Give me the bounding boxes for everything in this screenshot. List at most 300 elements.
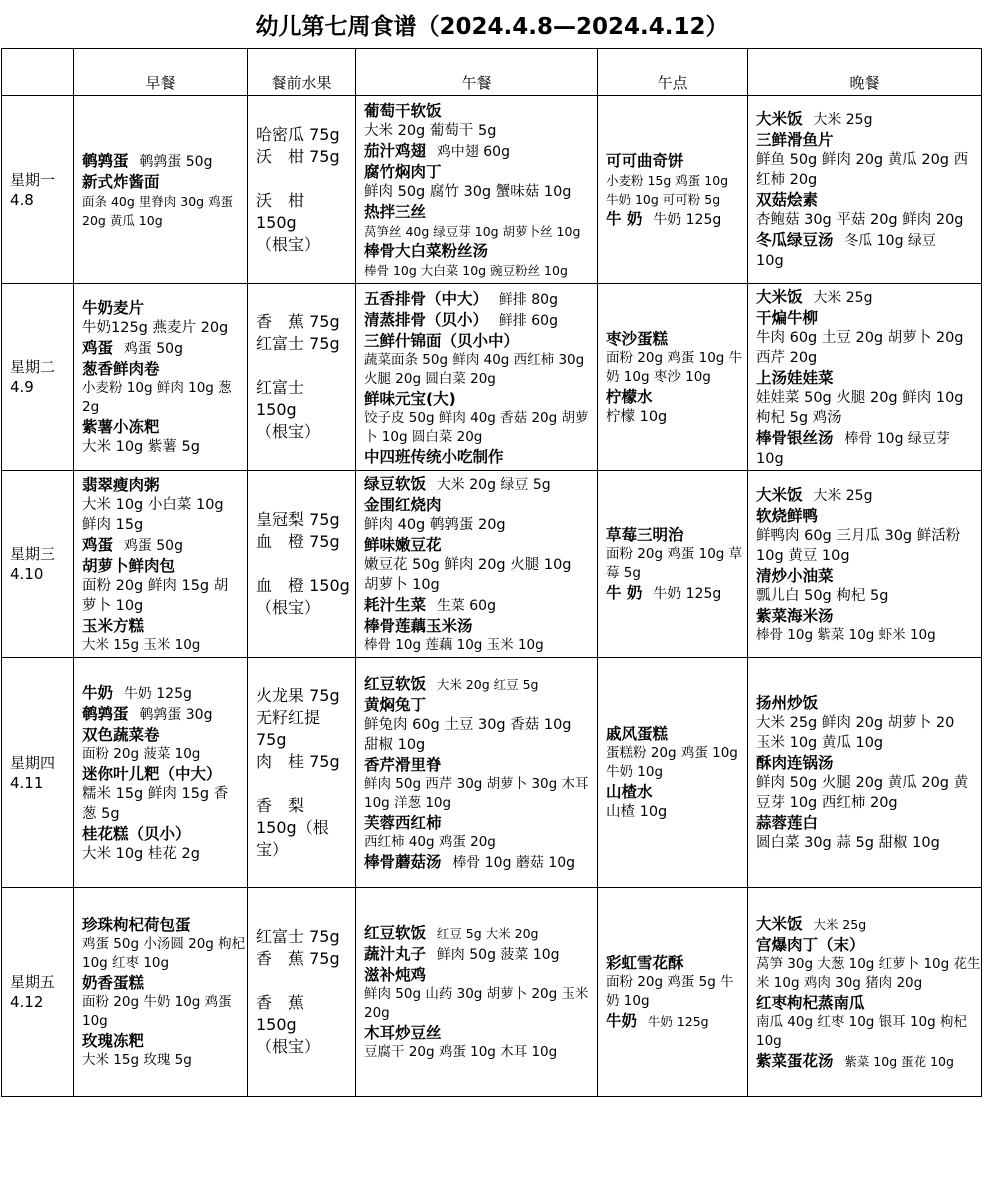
ingredient-line: 牛肉 60g 土豆 20g 胡萝卜 20g — [756, 329, 964, 346]
ingredient-line: 2g — [82, 399, 100, 415]
ingredient-line: 嫩豆花 50g 鲜肉 20g 火腿 10g — [364, 557, 572, 573]
dish-title: 牛奶 — [82, 683, 114, 702]
dish-title: 翡翠瘦肉粥 — [82, 475, 160, 494]
fruit-line: （根宝） — [256, 422, 321, 441]
ingredient-line: 柠檬 10g — [606, 408, 668, 425]
ingredient-text — [82, 318, 243, 338]
ingredient-text — [82, 636, 243, 655]
dish-title: 牛奶麦片 — [82, 299, 145, 317]
fruit-line: 血 橙 150g — [256, 576, 350, 595]
ingredient-line: 面粉 20g 鸡蛋 5g 牛 — [606, 974, 734, 990]
dish-name — [756, 130, 977, 150]
header-corner — [2, 49, 74, 96]
dinner-cell — [748, 471, 982, 658]
ingredient-line: 蔬菜面条 50g 鲜肉 40g 西红柿 30g — [364, 351, 585, 368]
ingredient-line: 大米 15g 玫瑰 5g — [82, 1052, 192, 1068]
dish-title: 上汤娃娃菜 — [756, 368, 834, 387]
dish-title: 蔬汁丸子 — [364, 945, 427, 963]
dish-name — [364, 241, 593, 261]
ingredient-line: 山楂 10g — [606, 804, 668, 820]
ingredient-text — [756, 388, 977, 428]
ingredient-line: 面粉 20g 鲜肉 15g 胡 — [82, 577, 229, 594]
lunch-cell — [356, 658, 598, 888]
ingredient-text — [756, 210, 977, 230]
dish-title: 双菇烩素 — [756, 191, 819, 209]
day-cell — [2, 888, 74, 1097]
ingredient-text — [82, 745, 243, 764]
ingredient-text — [756, 526, 977, 566]
dish-title: 棒骨蘑菇汤 — [364, 852, 442, 871]
dish-name — [364, 695, 593, 715]
dish-title: 珍珠枸杞荷包蛋 — [82, 916, 191, 934]
dish-name — [756, 230, 977, 251]
page-title: 幼儿第七周食谱（2024.4.8—2024.4.12） — [255, 14, 729, 40]
dish-name — [364, 389, 593, 409]
dish-name — [364, 923, 593, 944]
ingredient-text — [756, 449, 977, 469]
ingredient-line: 糯米 15g 鲜肉 15g 香 — [82, 785, 229, 802]
day-date: 4.8 — [10, 190, 34, 209]
dish-name — [606, 525, 743, 545]
dish-name — [82, 973, 243, 993]
ingredient-text — [364, 985, 593, 1023]
day-row — [2, 96, 982, 284]
dish-title: 棒骨大白菜粉丝汤 — [364, 241, 489, 260]
dish-title: 滋补炖鸡 — [364, 966, 427, 984]
fruit-line: 香 梨 — [256, 795, 305, 815]
dish-title: 胡萝卜鲜肉包 — [82, 556, 176, 575]
dish-title: 大米饭 — [756, 287, 803, 306]
ingredient-text — [756, 1013, 977, 1051]
header-snack: 午点 — [598, 49, 748, 96]
breakfast-cell — [74, 284, 248, 471]
ingredient-text — [364, 1043, 593, 1062]
dish-name — [756, 566, 977, 586]
fruit-cell — [248, 658, 356, 888]
dish-title: 红枣枸杞蒸南瓜 — [756, 993, 865, 1012]
dish-name — [364, 674, 593, 695]
dish-name — [756, 109, 977, 130]
fruit-line: 75g — [256, 729, 287, 749]
fruit-line: 哈密瓜 75g — [256, 124, 340, 144]
dinner-cell — [748, 888, 982, 1097]
dish-name — [756, 308, 977, 328]
snack-cell — [598, 888, 748, 1097]
fruit-spacer — [256, 970, 351, 992]
dish-title: 鸡蛋 — [82, 339, 114, 357]
dinner-cell — [748, 658, 982, 888]
dish-name — [756, 485, 977, 506]
ingredient-text — [606, 545, 743, 583]
menu-body — [2, 96, 982, 1097]
dish-title: 草莓三明治 — [606, 526, 684, 544]
fruit-line: （根宝） — [256, 598, 321, 617]
snack-cell — [598, 96, 748, 284]
dish-name — [82, 683, 243, 704]
dish-ingredients: 牛奶 125g — [653, 211, 722, 228]
ingredient-text — [756, 833, 977, 853]
dish-title: 牛 奶 — [606, 584, 643, 602]
ingredient-text — [82, 784, 243, 824]
dish-name — [82, 172, 243, 192]
ingredient-text — [756, 773, 977, 813]
ingredient-line: 小麦粉 10g 鲜肉 10g 葱 — [82, 380, 232, 396]
fruit-spacer — [256, 355, 351, 377]
ingredient-line: 奶 10g — [606, 993, 650, 1009]
day-cell — [2, 471, 74, 658]
dish-name — [82, 475, 243, 495]
dish-ingredients: 牛奶 125g — [653, 586, 722, 602]
dish-name — [82, 725, 243, 745]
ingredient-line: 大米 15g 玉米 10g — [82, 636, 201, 653]
dish-name — [364, 852, 593, 873]
dish-name — [364, 289, 593, 310]
fruit-cell — [248, 471, 356, 658]
dish-ingredients: 棒骨 10g 蘑菇 10g — [452, 854, 576, 871]
dish-name — [82, 704, 243, 725]
ingredient-line: 10g — [756, 450, 784, 467]
breakfast-cell — [74, 96, 248, 284]
dish-name — [756, 693, 977, 713]
ingredient-line: 棒骨 10g 莲藕 10g 玉米 10g — [364, 637, 544, 653]
dish-name — [82, 359, 243, 379]
ingredient-line: 红柿 20g — [756, 172, 818, 188]
dish-name — [364, 755, 593, 775]
dish-name — [364, 595, 593, 616]
ingredient-line: 玉米 10g 黄瓜 10g — [756, 735, 884, 751]
dish-name — [756, 368, 977, 388]
ingredient-line: 娃娃菜 50g 火腿 20g 鲜肉 10g — [756, 389, 964, 406]
ingredient-text — [364, 775, 593, 813]
ingredient-line: 牛奶 10g — [606, 764, 664, 780]
dish-title: 中四班传统小吃制作 — [364, 447, 504, 466]
fruit-cell — [248, 96, 356, 284]
dish-title: 迷你叶儿粑（中大） — [82, 764, 222, 783]
snack-cell — [598, 284, 748, 471]
dish-ingredients: 大米 25g — [813, 916, 867, 932]
ingredient-line: 豆腐干 20g 鸡蛋 10g 木耳 10g — [364, 1044, 558, 1060]
fruit-line: 沃 柑 — [256, 190, 305, 210]
dish-name — [364, 447, 593, 467]
ingredient-line: 面条 40g 里脊肉 30g 鸡蛋 — [82, 193, 234, 209]
ingredient-text — [364, 715, 593, 755]
ingredient-text — [82, 844, 243, 864]
dish-name — [82, 417, 243, 437]
ingredient-text — [364, 409, 593, 447]
dish-title: 鸡蛋 — [82, 535, 114, 554]
dish-ingredients: 大米 25g — [813, 487, 873, 504]
ingredient-line: 甜椒 10g — [364, 736, 426, 753]
ingredient-line: 鲜肉 15g — [82, 516, 144, 533]
ingredient-text — [364, 515, 593, 535]
day-cell — [2, 284, 74, 471]
dish-title: 新式炸酱面 — [82, 172, 160, 191]
ingredient-text — [82, 192, 243, 230]
ingredient-text — [756, 955, 981, 993]
fruit-line: 150g — [256, 1015, 297, 1034]
dish-name — [364, 944, 593, 965]
dish-name — [364, 616, 593, 636]
ingredient-line: 奶 10g 枣沙 10g — [606, 368, 711, 385]
dish-ingredients: 大米 20g 绿豆 5g — [436, 477, 551, 493]
dish-title: 玉米方糕 — [82, 616, 145, 635]
dish-title: 清蒸排骨（贝小） — [364, 310, 489, 329]
header-fruit: 餐前水果 — [248, 49, 356, 96]
dish-name — [364, 1023, 593, 1043]
fruit-line: 红富士 — [256, 378, 305, 397]
dish-ingredients: 大米 25g — [813, 289, 873, 306]
dish-title: 木耳炒豆丝 — [364, 1024, 442, 1042]
ingredient-line: 鲜兔肉 60g 土豆 30g 香菇 10g — [364, 716, 572, 733]
dish-name — [606, 209, 743, 230]
ingredient-line: 面粉 20g 鸡蛋 10g 牛 — [606, 349, 743, 366]
dish-title: 棒骨银丝汤 — [756, 428, 834, 447]
dish-name — [756, 993, 977, 1013]
lunch-cell — [356, 284, 598, 471]
dinner-cell — [748, 96, 982, 284]
dish-title: 清炒小油菜 — [756, 566, 834, 585]
ingredient-line: 卜 10g 圆白菜 20g — [364, 428, 483, 445]
dish-name — [364, 101, 593, 121]
ingredient-line: 10g 洋葱 10g — [364, 794, 452, 811]
snack-cell — [598, 658, 748, 888]
dish-name — [756, 428, 977, 449]
dish-title: 可可曲奇饼 — [606, 151, 684, 170]
ingredient-line: 鲜鱼 50g 鲜肉 20g 黄瓜 20g 西 — [756, 152, 969, 168]
dish-ingredients: 棒骨 10g 绿豆芽 — [844, 430, 950, 447]
fruit-line: 火龙果 75g — [256, 685, 340, 705]
ingredient-line: 火腿 20g 圆白菜 20g — [364, 370, 496, 387]
dish-name — [756, 935, 977, 955]
ingredient-line: 牛奶 10g 可可粉 5g — [606, 191, 721, 207]
fruit-spacer — [256, 553, 351, 575]
dish-name — [606, 151, 743, 171]
dish-name — [756, 1051, 977, 1072]
dish-title: 紫菜蛋花汤 — [756, 1051, 834, 1070]
dish-title: 葱香鲜肉卷 — [82, 360, 160, 378]
lunch-cell — [356, 471, 598, 658]
ingredient-line: 瓢儿白 50g 枸杞 5g — [756, 587, 889, 604]
dish-title: 耗汁生菜 — [364, 596, 427, 614]
dish-name — [364, 474, 593, 495]
dish-ingredients: 生菜 60g — [436, 598, 496, 614]
dish-title: 山楂水 — [606, 783, 653, 801]
ingredient-line: 西红柿 40g 鸡蛋 20g — [364, 833, 496, 850]
day-row — [2, 658, 982, 888]
dish-ingredients: 鹌鹑蛋 50g — [139, 153, 213, 170]
dish-title: 红豆软饭 — [364, 924, 427, 942]
header-row — [2, 49, 982, 96]
day-row — [2, 471, 982, 658]
ingredient-line: 胡萝卜 10g — [364, 577, 440, 593]
ingredient-text — [82, 437, 243, 457]
dish-name — [606, 387, 743, 407]
lunch-cell — [356, 96, 598, 284]
dish-name — [364, 202, 593, 222]
ingredient-text — [364, 833, 593, 852]
ingredient-text — [606, 744, 743, 782]
ingredient-line: 豆芽 10g 西红柿 20g — [756, 795, 898, 811]
dish-title: 扬州炒饭 — [756, 694, 819, 712]
day-name: 星期一 — [10, 170, 56, 189]
fruit-spacer — [256, 168, 351, 190]
dish-name — [756, 813, 977, 833]
ingredient-line: 莴笋 30g 大葱 10g 红萝卜 10g 花生 — [756, 955, 981, 972]
ingredient-line: 枸杞 5g 鸡汤 — [756, 409, 842, 426]
ingredient-line: 面粉 20g 鸡蛋 10g 草 — [606, 546, 743, 562]
ingredient-text — [364, 555, 593, 595]
ingredient-text — [606, 349, 743, 387]
dish-title: 红豆软饭 — [364, 674, 427, 693]
ingredient-line: 10g — [82, 1013, 108, 1029]
header-dinner: 晚餐 — [748, 49, 982, 96]
dish-name — [756, 606, 977, 626]
ingredient-line: 小麦粉 15g 鸡蛋 10g — [606, 172, 729, 188]
dish-title: 芙蓉西红柿 — [364, 813, 442, 832]
fruit-line: 红富士 75g — [256, 927, 340, 946]
dish-title: 宫爆肉丁（末） — [756, 935, 865, 954]
dish-ingredients: 大米 25g — [813, 112, 873, 128]
ingredient-text — [606, 407, 743, 427]
ingredient-line: 面粉 20g 菠菜 10g — [82, 745, 201, 762]
ingredient-line: 鸡蛋 50g 小汤圆 20g 枸杞 — [82, 936, 246, 952]
dish-ingredients: 冬瓜 10g 绿豆 — [844, 233, 936, 249]
dish-name — [756, 506, 977, 526]
dish-ingredients: 鲜排 80g — [498, 291, 558, 308]
dish-title: 戚风蛋糕 — [606, 725, 669, 743]
ingredient-text — [756, 150, 977, 190]
ingredient-line: 萝卜 10g — [82, 597, 144, 614]
day-date: 4.11 — [10, 773, 44, 792]
ingredient-text — [756, 586, 977, 606]
ingredient-line: 大米 25g 鲜肉 20g 胡萝卜 20 — [756, 715, 955, 731]
dish-title: 茄汁鸡翅 — [364, 141, 427, 160]
dish-title: 三鲜什锦面（贝小中） — [364, 331, 520, 350]
dish-title: 柠檬水 — [606, 387, 653, 406]
ingredient-text — [756, 713, 977, 753]
dish-title: 五香排骨（中大） — [364, 289, 489, 308]
ingredient-line: 鲜肉 50g 火腿 20g 黄瓜 20g 黄 — [756, 775, 969, 791]
fruit-line: 红富士 75g — [256, 334, 340, 353]
dish-name — [756, 753, 977, 773]
fruit-line: 皇冠梨 75g — [256, 510, 340, 529]
ingredient-line: 圆白菜 30g 蒜 5g 甜椒 10g — [756, 835, 940, 851]
fruit-line: 香 蕉 — [256, 993, 305, 1012]
ingredient-line: 大米 10g 桂花 2g — [82, 845, 200, 862]
ingredient-line: 蛋糕粉 20g 鸡蛋 10g — [606, 745, 738, 761]
dish-title: 鹌鹑蛋 — [82, 151, 129, 170]
ingredient-line: 莴笋丝 40g 绿豆芽 10g 胡萝卜丝 10g — [364, 223, 581, 239]
dish-name — [756, 190, 977, 210]
day-row — [2, 888, 982, 1097]
fruit-line: 肉 桂 75g — [256, 751, 340, 771]
lunch-cell — [356, 888, 598, 1097]
dish-ingredients: 牛奶 125g — [123, 685, 192, 702]
day-cell — [2, 96, 74, 284]
dish-name — [82, 915, 243, 935]
ingredient-line: 莓 5g — [606, 565, 641, 581]
snack-cell — [598, 471, 748, 658]
dish-title: 棒骨莲藕玉米汤 — [364, 617, 473, 635]
dish-title: 鲜味嫩豆花 — [364, 536, 442, 554]
ingredient-text — [82, 993, 243, 1031]
dish-name — [364, 965, 593, 985]
dish-title: 紫菜海米汤 — [756, 606, 834, 625]
ingredient-text — [364, 182, 593, 202]
dish-title: 枣沙蛋糕 — [606, 329, 669, 348]
fruit-line: 无籽红提 — [256, 707, 321, 727]
dish-name — [82, 338, 243, 359]
dish-title: 葡萄干软饭 — [364, 101, 442, 120]
dish-ingredients: 鸡中翅 60g — [436, 143, 510, 160]
ingredient-text — [606, 973, 743, 1011]
fruit-cell — [248, 284, 356, 471]
dish-name — [756, 287, 977, 308]
ingredient-text — [82, 576, 243, 616]
dish-name — [82, 824, 243, 844]
dish-title: 双色蔬菜卷 — [82, 725, 160, 744]
ingredient-text — [364, 351, 593, 389]
fruit-line: 血 橙 75g — [256, 532, 340, 551]
fruit-line: （根宝） — [256, 1037, 321, 1056]
day-date: 4.10 — [10, 565, 44, 583]
fruit-line: 香 蕉 75g — [256, 949, 340, 968]
dish-name — [364, 535, 593, 555]
dish-title: 鲜味元宝(大) — [364, 389, 456, 408]
dish-name — [606, 724, 743, 744]
dish-title: 香芹滑里脊 — [364, 755, 442, 774]
fruit-line: 150g — [256, 212, 297, 232]
dish-title: 热拌三丝 — [364, 202, 427, 221]
ingredient-text — [606, 802, 743, 822]
header-breakfast: 早餐 — [74, 49, 248, 96]
dish-title: 紫薯小冻粑 — [82, 418, 160, 436]
ingredient-line: 大米 20g 葡萄干 5g — [364, 122, 497, 139]
fruit-line: 150g — [256, 400, 297, 419]
dish-name — [364, 495, 593, 515]
dish-title: 金围红烧肉 — [364, 496, 442, 514]
dish-title: 冬瓜绿豆汤 — [756, 231, 834, 249]
dish-title: 腐竹焖肉丁 — [364, 162, 442, 181]
ingredient-text — [364, 261, 593, 280]
dish-name — [606, 953, 743, 973]
dish-name — [82, 1031, 243, 1051]
dish-name — [606, 329, 743, 349]
dish-ingredients: 大米 20g 红豆 5g — [436, 676, 539, 692]
day-name: 星期三 — [10, 545, 56, 563]
dish-name — [606, 1011, 743, 1032]
dish-name — [606, 782, 743, 802]
dish-title: 玫瑰冻粑 — [82, 1032, 145, 1050]
fruit-line: 宝） — [256, 839, 289, 859]
ingredient-line: 鲜肉 50g 腐竹 30g 蟹味菇 10g — [364, 183, 572, 200]
ingredient-text — [756, 251, 977, 271]
ingredient-text — [606, 171, 743, 209]
fruit-line: 香 蕉 75g — [256, 312, 340, 331]
dish-title: 酥肉连锅汤 — [756, 754, 834, 772]
ingredient-line: 葱 5g — [82, 805, 120, 822]
fruit-cell — [248, 888, 356, 1097]
dish-ingredients: 鹌鹑蛋 30g — [139, 706, 213, 723]
ingredient-line: 面粉 20g 牛奶 10g 鸡蛋 — [82, 994, 232, 1010]
ingredient-line: 南瓜 40g 红枣 10g 银耳 10g 枸杞 — [756, 1013, 967, 1030]
dish-ingredients: 鸡蛋 50g — [123, 341, 183, 357]
dish-title: 黄焖兔丁 — [364, 695, 427, 714]
ingredient-line: 饺子皮 50g 鲜肉 40g 香菇 20g 胡萝 — [364, 409, 589, 426]
dish-name — [82, 764, 243, 784]
day-name: 星期二 — [10, 358, 56, 376]
fruit-line: 沃 柑 75g — [256, 146, 340, 166]
